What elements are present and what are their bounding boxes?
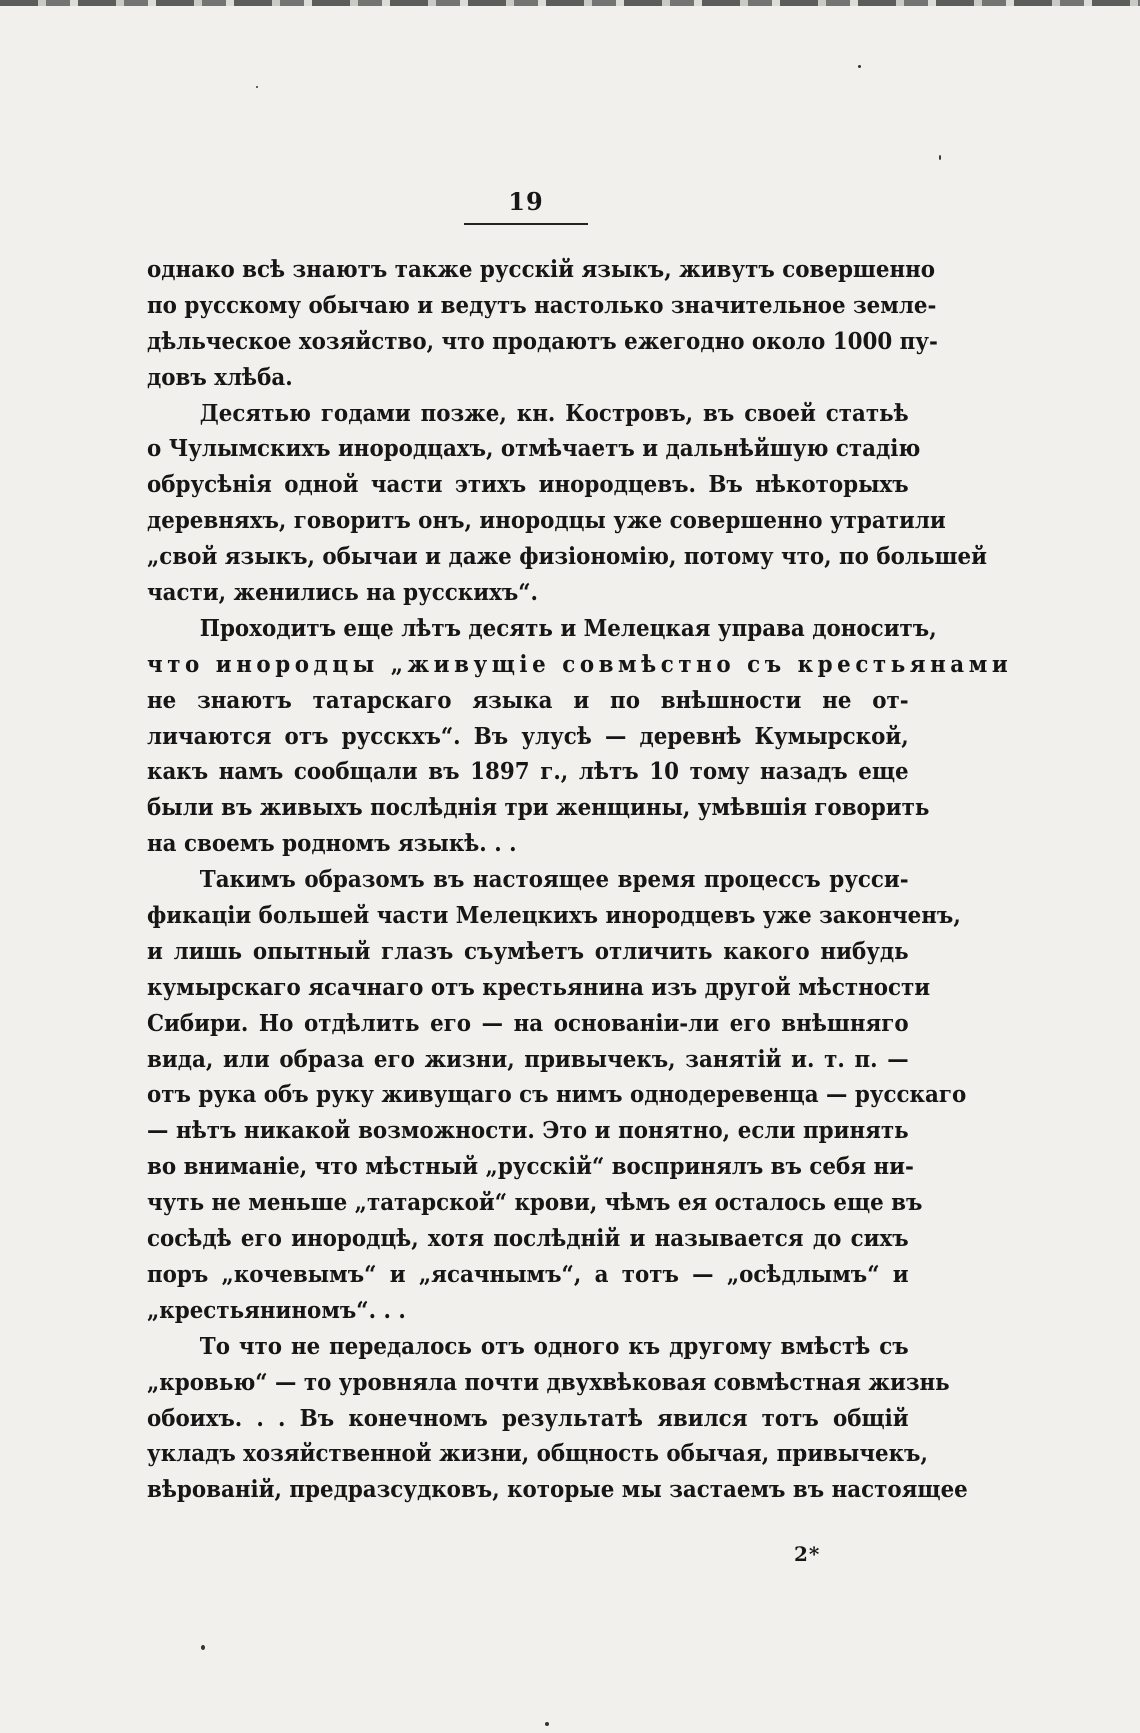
text-line: что инородцы „живущіе совмѣстно съ крестьянами: [147, 649, 1013, 678]
text-line: личаются отъ русскхъ“. Въ улусѣ — деревнѣ Кумырской,: [147, 721, 909, 750]
printer-signature-mark: 2*: [794, 1542, 821, 1566]
text-line: укладъ хозяйственной жизни, общность обычая, привычекъ,: [147, 1439, 928, 1468]
scan-speck: [201, 1645, 205, 1650]
text-line: „кровью“ — то уровняла почти двухвѣковая совмѣстная жизнь: [147, 1367, 950, 1396]
text-line: — нѣтъ никакой возможности. Это и понятно, если принять: [147, 1116, 909, 1145]
text-line: деревняхъ, говоритъ онъ, инородцы уже совершенно утратили: [147, 506, 946, 535]
scan-speck: [858, 65, 861, 68]
text-line: обоихъ. . . Въ конечномъ результатѣ явился тотъ общій: [147, 1403, 909, 1432]
text-line: „свой языкъ, обычаи и даже физіономію, потому что, по большей: [147, 542, 987, 571]
text-line: не знаютъ татарскаго языка и по внѣшности не от-: [147, 685, 909, 714]
text-line: То что не передалось отъ одного къ другому вмѣстѣ съ: [199, 1331, 909, 1360]
text-line: Десятью годами позже, кн. Костровъ, въ своей статьѣ: [199, 398, 909, 427]
text-line: во вниманіе, что мѣстный „русскій“ воспринялъ въ себя ни-: [147, 1152, 914, 1181]
scan-speck: [939, 155, 941, 160]
body-text: [147, 252, 1013, 1508]
text-line: части, женились на русскихъ“.: [147, 578, 539, 607]
text-line: довъ хлѣба.: [147, 362, 293, 391]
text-line: отъ рука объ руку живущаго съ нимъ однодеревенца — русскаго: [147, 1080, 967, 1109]
page-number-rule: [464, 223, 588, 225]
text-line: Сибири. Но отдѣлить его — на основаніи-ли его внѣшняго: [147, 1008, 909, 1037]
text-line: были въ живыхъ послѣднія три женщины, умѣвшія говорить: [147, 793, 930, 822]
page-number: 19: [508, 187, 544, 216]
text-line: вида, или образа его жизни, привычекъ, занятій и. т. п. —: [147, 1044, 909, 1073]
text-line: Такимъ образомъ въ настоящее время процессъ русси-: [199, 865, 909, 894]
scan-speck: [545, 1722, 549, 1726]
text-line: однако всѣ знаютъ также русскій языкъ, живутъ совершенно: [147, 255, 936, 283]
text-line: на своемъ родномъ языкѣ. . .: [147, 829, 517, 858]
text-line: обрусѣнія одной части этихъ инородцевъ. Въ нѣкоторыхъ: [147, 470, 909, 499]
text-line: какъ намъ сообщали въ 1897 г., лѣтъ 10 тому назадъ еще: [147, 757, 909, 786]
text-line: „крестьяниномъ“. . .: [147, 1295, 406, 1324]
text-line: кумырскаго ясачнаго отъ крестьянина изъ другой мѣстности: [147, 972, 931, 1001]
text-line: вѣрованій, предразсудковъ, которые мы застаемъ въ настоящее: [147, 1475, 968, 1504]
text-line: поръ „кочевымъ“ и „ясачнымъ“, а тотъ — „осѣдлымъ“ и: [147, 1259, 909, 1288]
scan-speck: [256, 86, 258, 88]
text-line: и лишь опытный глазъ съумѣетъ отличить какого нибудь: [147, 936, 909, 965]
text-line: по русскому обычаю и ведутъ настолько значительное земле-: [147, 290, 937, 319]
text-line: фикаціи большей части Мелецкихъ инородцевъ уже законченъ,: [147, 901, 961, 930]
text-line: чуть не меньше „татарской“ крови, чѣмъ ея осталось еще въ: [147, 1188, 923, 1217]
text-line: дѣльческое хозяйство, что продаютъ ежегодно около 1000 пу-: [147, 326, 938, 355]
text-line: Проходитъ еще лѣтъ десять и Мелецкая управа доноситъ,: [199, 613, 937, 642]
text-line: сосѣдѣ его инородцѣ, хотя послѣдній и называется до сихъ: [147, 1224, 909, 1253]
text-line: о Чулымскихъ инородцахъ, отмѣчаетъ и дальнѣйшую стадію: [147, 434, 921, 463]
